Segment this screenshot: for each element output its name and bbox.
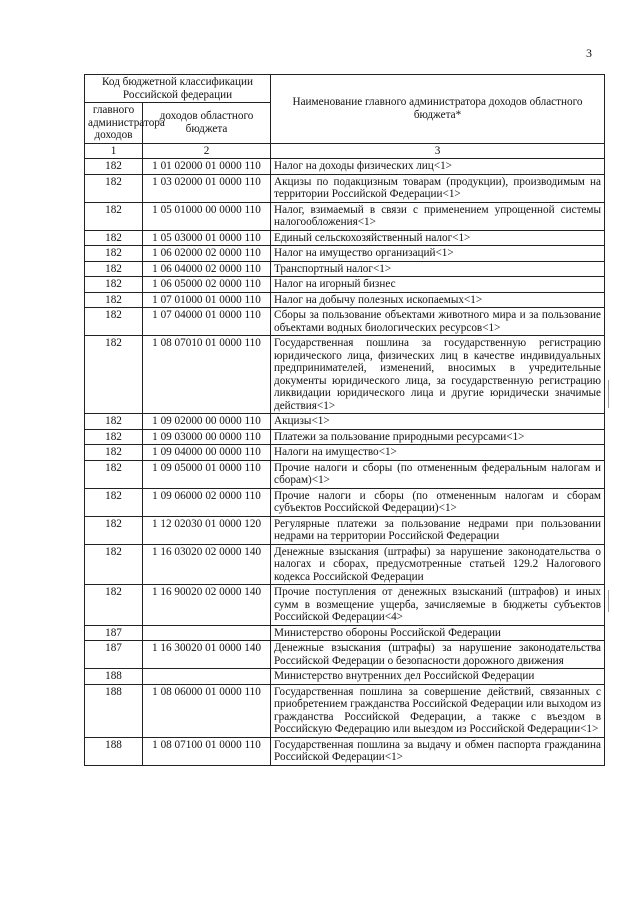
table-row bbox=[85, 414, 605, 430]
cell-admin-code: 182 bbox=[85, 174, 143, 202]
cell-admin-code: 182 bbox=[85, 292, 143, 308]
cell-name: Прочие поступления от денежных взысканий (штрафов) и иных сумм в возмещение ущерба, зачисляемые в бюджеты субъектов Российской Федерации<4> bbox=[271, 585, 605, 626]
table-row bbox=[85, 246, 605, 262]
cell-name: Налог на добычу полезных ископаемых<1> bbox=[271, 292, 605, 308]
cell-income-code: 1 09 04000 00 0000 110 bbox=[143, 445, 271, 461]
cell-name: Акцизы по подакцизным товарам (продукции), производимым на территории Российской Федерации<1> bbox=[271, 174, 605, 202]
cell-admin-code: 182 bbox=[85, 159, 143, 175]
cell-income-code: 1 12 02030 01 0000 120 bbox=[143, 516, 271, 544]
cell-admin-code: 182 bbox=[85, 246, 143, 262]
header-number-3: 3 bbox=[271, 143, 605, 159]
cell-name: Государственная пошлина за совершение действий, связанных с приобретением гражданства Российской Федерации или выходом из гражданства Российской Федерации, а также с въездом в Российскую Федерацию или выездом из Российской Федерации<1> bbox=[271, 684, 605, 737]
table-row bbox=[85, 488, 605, 516]
cell-name: Единый сельскохозяйственный налог<1> bbox=[271, 230, 605, 246]
cell-admin-code: 182 bbox=[85, 230, 143, 246]
table-body bbox=[85, 159, 605, 766]
cell-admin-code: 182 bbox=[85, 277, 143, 293]
table-row bbox=[85, 174, 605, 202]
cell-income-code: 1 07 01000 01 0000 110 bbox=[143, 292, 271, 308]
table-row bbox=[85, 460, 605, 488]
budget-classification-table bbox=[84, 74, 605, 766]
ministry-row bbox=[85, 625, 605, 641]
cell-admin-code: 182 bbox=[85, 429, 143, 445]
cell-name: Сборы за пользование объектами животного мира и за пользование объектами водных биологических ресурсов<1> bbox=[271, 308, 605, 336]
table-row bbox=[85, 544, 605, 585]
header-number-1: 1 bbox=[85, 143, 143, 159]
cell-income-code: 1 08 07100 01 0000 110 bbox=[143, 737, 271, 765]
cell-admin-code: 182 bbox=[85, 336, 143, 414]
table-row bbox=[85, 516, 605, 544]
cell-income-code: 1 05 01000 00 0000 110 bbox=[143, 202, 271, 230]
cell-income-code: 1 08 06000 01 0000 110 bbox=[143, 684, 271, 737]
cell-income-code: 1 09 05000 01 0000 110 bbox=[143, 460, 271, 488]
cell-name: Денежные взыскания (штрафы) за нарушение законодательства Российской Федерации о безопасности дорожного движения bbox=[271, 641, 605, 669]
cell-name: Государственная пошлина за государственную регистрацию юридического лица, физических лиц в качестве индивидуальных предпринимателей, изменений, вносимых в учредительные документы юридического лица, за государственную регистрацию ликвидации юридического лица и другие юридически значимые действия<1> bbox=[271, 336, 605, 414]
table-row bbox=[85, 261, 605, 277]
header-code-column: доходов областного бюджета bbox=[143, 103, 271, 144]
cell-income-code: 1 08 07010 01 0000 110 bbox=[143, 336, 271, 414]
cell-income-code: 1 16 30020 01 0000 140 bbox=[143, 641, 271, 669]
cell-admin-code: 188 bbox=[85, 684, 143, 737]
cell-admin-code: 188 bbox=[85, 737, 143, 765]
cell-name: Платежи за пользование природными ресурсами<1> bbox=[271, 429, 605, 445]
cell-admin-code: 182 bbox=[85, 488, 143, 516]
table-row bbox=[85, 159, 605, 175]
cell-income-code: 1 16 03020 02 0000 140 bbox=[143, 544, 271, 585]
cell-income-code bbox=[143, 669, 271, 685]
table-row bbox=[85, 230, 605, 246]
cell-income-code: 1 01 02000 01 0000 110 bbox=[143, 159, 271, 175]
cell-name: Налог на игорный бизнес bbox=[271, 277, 605, 293]
header-name-column: Наименование главного администратора доходов областного бюджета* bbox=[271, 75, 605, 144]
cell-name: Министерство обороны Российской Федерации bbox=[271, 625, 605, 641]
cell-admin-code: 187 bbox=[85, 625, 143, 641]
table-row bbox=[85, 684, 605, 737]
cell-admin-code: 182 bbox=[85, 261, 143, 277]
header-group-code: Код бюджетной классификации Российской федерации bbox=[85, 75, 271, 103]
cell-income-code: 1 05 03000 01 0000 110 bbox=[143, 230, 271, 246]
cell-name: Налог, взимаемый в связи с применением упрощенной системы налогообложения<1> bbox=[271, 202, 605, 230]
table-row bbox=[85, 585, 605, 626]
cell-name: Государственная пошлина за выдачу и обмен паспорта гражданина Российской Федерации<1> bbox=[271, 737, 605, 765]
cell-name: Акцизы<1> bbox=[271, 414, 605, 430]
table-row bbox=[85, 336, 605, 414]
cell-name: Прочие налоги и сборы (по отмененным налогам и сборам субъектов Российской Федерации)<1> bbox=[271, 488, 605, 516]
cell-admin-code: 182 bbox=[85, 585, 143, 626]
cell-income-code: 1 03 02000 01 0000 110 bbox=[143, 174, 271, 202]
cell-income-code: 1 07 04000 01 0000 110 bbox=[143, 308, 271, 336]
cell-admin-code: 182 bbox=[85, 544, 143, 585]
cell-admin-code: 182 bbox=[85, 202, 143, 230]
cell-admin-code: 182 bbox=[85, 308, 143, 336]
table-row bbox=[85, 429, 605, 445]
cell-income-code: 1 09 02000 00 0000 110 bbox=[143, 414, 271, 430]
cell-name: Налог на доходы физических лиц<1> bbox=[271, 159, 605, 175]
cell-income-code bbox=[143, 625, 271, 641]
cell-income-code: 1 06 04000 02 0000 110 bbox=[143, 261, 271, 277]
cell-income-code: 1 16 90020 02 0000 140 bbox=[143, 585, 271, 626]
table-row bbox=[85, 202, 605, 230]
cell-admin-code: 182 bbox=[85, 516, 143, 544]
cell-income-code: 1 09 06000 02 0000 110 bbox=[143, 488, 271, 516]
cell-admin-code: 182 bbox=[85, 445, 143, 461]
cell-admin-code: 182 bbox=[85, 460, 143, 488]
table-row bbox=[85, 641, 605, 669]
ministry-row bbox=[85, 669, 605, 685]
table-row bbox=[85, 445, 605, 461]
margin-mark bbox=[608, 590, 609, 612]
cell-name: Налоги на имущество<1> bbox=[271, 445, 605, 461]
cell-name: Регулярные платежи за пользование недрами при пользовании недрами на территории Российской Федерации bbox=[271, 516, 605, 544]
cell-name: Министерство внутренних дел Российской Федерации bbox=[271, 669, 605, 685]
cell-admin-code: 182 bbox=[85, 414, 143, 430]
table-header bbox=[85, 75, 605, 159]
cell-income-code: 1 09 03000 00 0000 110 bbox=[143, 429, 271, 445]
margin-mark bbox=[608, 380, 609, 408]
table-row bbox=[85, 277, 605, 293]
header-number-2: 2 bbox=[143, 143, 271, 159]
cell-admin-code: 188 bbox=[85, 669, 143, 685]
table-row bbox=[85, 292, 605, 308]
header-admin-column: главного администратора доходов bbox=[85, 103, 143, 144]
cell-name: Транспортный налог<1> bbox=[271, 261, 605, 277]
cell-name: Денежные взыскания (штрафы) за нарушение законодательства о налогах и сборах, предусмотренные статьей 129.2 Налогового кодекса Российской Федерации bbox=[271, 544, 605, 585]
cell-admin-code: 187 bbox=[85, 641, 143, 669]
cell-name: Налог на имущество организаций<1> bbox=[271, 246, 605, 262]
table-row bbox=[85, 308, 605, 336]
cell-name: Прочие налоги и сборы (по отмененным федеральным налогам и сборам)<1> bbox=[271, 460, 605, 488]
cell-income-code: 1 06 05000 02 0000 110 bbox=[143, 277, 271, 293]
cell-income-code: 1 06 02000 02 0000 110 bbox=[143, 246, 271, 262]
page-number: 3 bbox=[586, 46, 592, 60]
table-row bbox=[85, 737, 605, 765]
